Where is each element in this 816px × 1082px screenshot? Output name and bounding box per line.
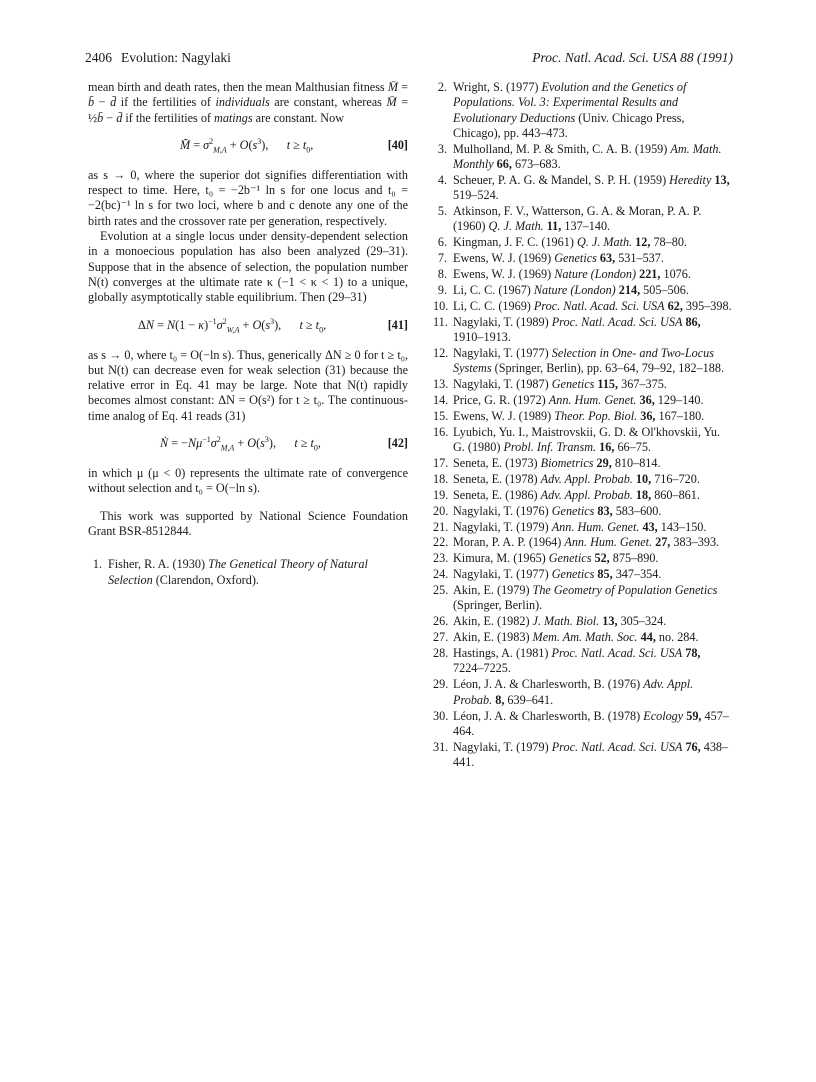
reference-pages: 167–180. — [658, 408, 705, 423]
reference-item — [433, 472, 733, 487]
reference-authors: Li, C. C. (1967) — [453, 283, 531, 298]
equation-42: Ṅ = $-N\mu^{-1}\sigma^2_{M,A} + O(s^3)$, $t \ge t_0$, [42] — [160, 434, 408, 453]
reference-volume: 52, — [594, 551, 610, 566]
reference-number: 6. — [437, 235, 447, 250]
reference-authors: Nagylaki, T. (1987) — [453, 377, 549, 392]
reference-authors: Nagylaki, T. (1989) — [453, 314, 549, 329]
reference-volume: 8, — [495, 692, 505, 707]
reference-authors: Nagylaki, T. (1979) — [453, 739, 549, 754]
reference-source: Adv. Appl. Probab. — [453, 677, 694, 707]
reference-volume: 43, — [642, 519, 658, 534]
reference-item — [433, 80, 733, 141]
reference-number: 20. — [433, 503, 449, 518]
reference-number: 25. — [433, 583, 449, 598]
reference-source: Genetics — [548, 551, 592, 566]
reference-item — [433, 315, 733, 346]
reference-number: 19. — [433, 487, 449, 502]
reference-volume: 36, — [639, 393, 655, 408]
reference-item — [433, 267, 733, 282]
reference-pages: (Springer, Berlin), pp. 63–64, 79–92, 182–188. — [494, 361, 725, 376]
equation-number: [41] — [387, 317, 408, 332]
equation-number: [40] — [387, 137, 408, 152]
reference-pages: 78–80. — [653, 235, 687, 250]
reference-pages: 129–140. — [657, 393, 704, 408]
reference-authors: Scheuer, P. A. G. & Mandel, S. P. H. (1959) — [453, 172, 667, 187]
reference-item — [433, 488, 733, 503]
page-number: 2406 — [85, 50, 112, 65]
reference-volume: 83, — [597, 503, 613, 518]
reference-authors: Moran, P. A. P. (1964) — [453, 535, 562, 550]
reference-volume: 214, — [618, 283, 641, 298]
reference-number: 24. — [433, 567, 449, 582]
reference-volume: 10, — [635, 471, 652, 486]
reference-number: 26. — [433, 614, 449, 629]
reference-source: Adv. Appl. Probab. — [540, 471, 633, 486]
reference-item — [433, 646, 733, 677]
paragraph-time-derivative: as s → 0, where the superior dot signifies differentiation with respect to time. Here, t₀ = −2b⁻¹ ln s for one locus and t₀ = −2(bc)⁻¹ ln s for two loci, where b and c denote any one of the birth rates and the crossover rate per generation, respectively. — [88, 167, 408, 228]
reference-number: 23. — [433, 551, 449, 566]
reference-number: 22. — [433, 535, 449, 550]
journal-citation: Proc. Natl. Acad. Sci. USA 88 (1991) — [532, 50, 733, 65]
reference-pages: 583–600. — [615, 503, 662, 518]
reference-item — [433, 535, 733, 550]
reference-source: Biometrics — [540, 456, 594, 471]
reference-volume: 76, — [685, 739, 701, 754]
reference-number: 3. — [437, 141, 447, 156]
reference-number: 30. — [433, 708, 449, 723]
reference-item — [433, 520, 733, 535]
reference-number: 7. — [437, 251, 447, 266]
reference-pages: no. 284. — [658, 630, 699, 645]
reference-source: Proc. Natl. Acad. Sci. USA — [551, 314, 683, 329]
reference-volume: 36, — [640, 408, 656, 423]
reference-source: Ecology — [643, 708, 684, 723]
equation-40: M̄̇ = $\sigma^2_{M,A} + O(s^3)$, $t \ge t_0$, [40] — [180, 136, 408, 155]
reference-number: 8. — [437, 267, 447, 282]
reference-source: Ann. Hum. Genet. — [564, 535, 653, 550]
reference-authors: Léon, J. A. & Charlesworth, B. (1976) — [453, 677, 641, 692]
reference-source: Proc. Natl. Acad. Sci. USA — [533, 298, 665, 313]
reference-number: 2. — [437, 80, 447, 94]
reference-volume: 85, — [597, 567, 613, 582]
reference-pages: 305–324. — [620, 614, 667, 629]
reference-item — [433, 346, 733, 377]
reference-item — [433, 740, 733, 771]
reference-number: 12. — [433, 345, 449, 360]
reference-pages: 505–506. — [643, 283, 689, 298]
reference-source: Genetics — [554, 251, 597, 266]
reference-pages: 1910–1913. — [453, 330, 511, 345]
reference-source: Genetics — [551, 567, 595, 582]
reference-source: Nature (London) — [554, 267, 637, 282]
reference-pages: 860–861. — [654, 487, 700, 502]
reference-pages: 367–375. — [621, 377, 667, 392]
reference-volume: 59, — [686, 708, 702, 723]
reference-item — [433, 283, 733, 298]
reference-source: Genetics — [551, 377, 595, 392]
reference-pages: 810–814. — [614, 456, 661, 471]
reference-authors: Ewens, W. J. (1989) — [453, 408, 552, 423]
reference-list-left — [88, 557, 408, 588]
reference-number: 9. — [437, 283, 447, 298]
reference-pages: 7224–7225. — [453, 661, 511, 676]
reference-item — [433, 504, 733, 519]
reference-item: 1. Fisher, R. A. (1930) The Genetical Theory of Natural Selection (Clarendon, Oxford). — [92, 557, 368, 587]
acknowledgment: This work was supported by National Science Foundation Grant BSR-8512844. — [88, 508, 408, 538]
reference-source: Nature (London) — [533, 283, 616, 298]
reference-pages: 673–683. — [514, 157, 561, 172]
reference-authors: Nagylaki, T. (1976) — [453, 503, 549, 518]
paragraph-density-dependent: Evolution at a single locus under density-dependent selection in a monoecious population has also been analyzed (29–31). Suppose that in the absence of selection, the population number N(t) converges at the ultimate rate κ (−1 < κ < 1) to a unique, globally asymptotically stable equilibrium. Then (29–31) — [88, 229, 408, 305]
reference-pages: 383–393. — [673, 535, 720, 550]
reference-number: 17. — [433, 456, 449, 471]
reference-item — [433, 204, 733, 235]
reference-source: Q. J. Math. — [488, 219, 544, 234]
reference-volume: 221, — [639, 267, 661, 282]
reference-pages: (Springer, Berlin). — [453, 598, 543, 613]
reference-authors: Léon, J. A. & Charlesworth, B. (1978) — [453, 708, 641, 723]
reference-item — [433, 630, 733, 645]
reference-number: 15. — [433, 408, 449, 423]
reference-source: Adv. Appl. Probab. — [540, 487, 633, 502]
reference-volume: 18, — [635, 487, 652, 502]
reference-number: 27. — [433, 630, 449, 645]
reference-source: Am. Math. Monthly — [453, 141, 722, 172]
reference-item — [433, 583, 733, 614]
reference-item — [433, 456, 733, 471]
reference-volume: 11, — [546, 219, 562, 234]
reference-number: 14. — [433, 393, 449, 408]
reference-item — [433, 142, 733, 173]
reference-number: 11. — [433, 314, 448, 329]
equation-number: [42] — [387, 436, 408, 451]
reference-source: Ann. Hum. Genet. — [548, 393, 637, 408]
reference-authors: Akin, E. (1982) — [453, 614, 530, 629]
reference-authors: Wright, S. (1977) — [453, 80, 539, 94]
reference-source: Selection in One- and Two-Locus Systems — [453, 345, 714, 376]
reference-pages: 66–75. — [617, 440, 651, 455]
reference-pages: 457–464. — [453, 708, 729, 738]
reference-authors: Kimura, M. (1965) — [453, 551, 546, 566]
page-header — [85, 50, 733, 68]
reference-number: 31. — [433, 739, 449, 754]
reference-volume: 86, — [685, 314, 701, 329]
reference-authors: Lyubich, Yu. I., Maistrovskii, G. D. & Ol'khovskii, Yu. G. (1980) — [453, 424, 721, 455]
reference-volume: 13, — [714, 172, 730, 187]
reference-volume: 115, — [597, 377, 619, 392]
reference-item — [433, 567, 733, 582]
reference-pages: 347–354. — [615, 567, 662, 582]
reference-number: 18. — [433, 471, 449, 486]
reference-volume: 44, — [640, 630, 656, 645]
reference-pages: 143–150. — [660, 519, 707, 534]
reference-pages: 395–398. — [685, 298, 732, 313]
reference-number: 5. — [437, 204, 447, 219]
reference-number: 21. — [433, 519, 449, 534]
reference-source: Q. J. Math. — [576, 235, 633, 250]
paragraph-population-number: as s → 0, where t₀ = O(−ln s). Thus, generically ΔN ≥ 0 for t ≥ t₀, but N(t) can decrease even for weak selection (31) because the relative error in Eq. 41 may be large. Note that N(t) rapidly becomes almost constant: ΔN = O(s²) for t ≥ t₀. The continuous-time analog of Eq. 41 reads (31) — [88, 347, 408, 423]
reference-item — [433, 709, 733, 740]
reference-item — [433, 377, 733, 392]
reference-item — [433, 299, 733, 314]
reference-authors: Nagylaki, T. (1977) — [453, 345, 549, 360]
reference-pages: 137–140. — [564, 219, 611, 234]
reference-pages: 639–641. — [507, 692, 554, 707]
reference-number: 13. — [433, 377, 449, 392]
reference-authors: Mulholland, M. P. & Smith, C. A. B. (1959) — [453, 141, 668, 156]
reference-number: 16. — [433, 424, 449, 439]
reference-pages: 716–720. — [654, 471, 700, 486]
reference-volume: 66, — [496, 157, 512, 172]
reference-item — [433, 235, 733, 250]
reference-pages: 875–890. — [612, 551, 659, 566]
running-title: Evolution: Nagylaki — [121, 50, 231, 65]
reference-pages: 1076. — [663, 267, 691, 282]
reference-volume: 63, — [599, 251, 616, 266]
reference-pages: 519–524. — [453, 188, 499, 203]
reference-authors: Hastings, A. (1981) — [453, 646, 549, 661]
reference-authors: Seneta, E. (1973) — [453, 456, 538, 471]
reference-authors: Ewens, W. J. (1969) — [453, 251, 552, 266]
reference-source: J. Math. Biol. — [532, 614, 600, 629]
reference-authors: Akin, E. (1983) — [453, 630, 530, 645]
reference-item — [433, 551, 733, 566]
reference-list-right — [433, 80, 733, 771]
reference-volume: 29, — [596, 456, 612, 471]
equation-41: $\Delta N = N(1 - \kappa)^{-1}\sigma^2_{W,A} + O(s^3)$, $t \ge t_0$, [41] — [138, 316, 408, 334]
reference-source: Theor. Pop. Biol. — [554, 408, 638, 423]
reference-volume: 62, — [667, 298, 683, 313]
reference-authors: Seneta, E. (1978) — [453, 471, 538, 486]
reference-authors: Kingman, J. F. C. (1961) — [453, 235, 574, 250]
reference-authors: Nagylaki, T. (1977) — [453, 567, 549, 582]
reference-source: Genetics — [551, 503, 595, 518]
reference-source: Mem. Am. Math. Soc. — [532, 630, 638, 645]
reference-authors: Price, G. R. (1972) — [453, 393, 546, 408]
reference-authors: Seneta, E. (1986) — [453, 487, 538, 502]
reference-item — [433, 409, 733, 424]
reference-item — [433, 173, 733, 204]
reference-pages: (Univ. Chicago Press, Chicago), pp. 443–473. — [453, 110, 685, 140]
left-column — [88, 80, 408, 588]
reference-source: Proc. Natl. Acad. Sci. USA — [551, 739, 683, 754]
reference-source: Probl. Inf. Transm. — [503, 440, 597, 455]
reference-authors: Akin, E. (1979) — [453, 583, 530, 598]
reference-authors: Nagylaki, T. (1979) — [453, 519, 549, 534]
reference-volume: 13, — [602, 614, 618, 629]
reference-volume: 12, — [635, 235, 651, 250]
reference-source: Heredity — [669, 172, 712, 187]
reference-number: 10. — [433, 298, 449, 313]
reference-source: Evolution and the Genetics of Populations. Vol. 3: Experimental Results and Evolutionary Deductions — [453, 80, 687, 125]
reference-source: Ann. Hum. Genet. — [551, 519, 640, 534]
paragraph-fitness: mean birth and death rates, then the mean Malthusian fitness M̄ = b̄ − d̄ if the fertilities of individuals are constant, whereas M̄ = ½b̄ − d̄ if the fertilities of matings are constant. Now — [88, 80, 409, 125]
reference-number: 28. — [433, 646, 449, 661]
reference-pages: 531–537. — [618, 251, 664, 266]
reference-authors: Li, C. C. (1969) — [453, 298, 531, 313]
reference-item — [433, 677, 733, 708]
reference-item — [433, 425, 733, 456]
reference-volume: 16, — [599, 440, 615, 455]
reference-source: Proc. Natl. Acad. Sci. USA — [551, 646, 683, 661]
paragraph-convergence: in which μ (μ < 0) represents the ultimate rate of convergence without selection and t₀ = O(−ln s). — [88, 466, 408, 496]
reference-source: The Geometry of Population Genetics — [532, 583, 718, 598]
reference-item — [433, 614, 733, 629]
reference-number: 4. — [437, 172, 447, 187]
reference-number: 29. — [433, 677, 449, 692]
reference-volume: 78, — [685, 646, 701, 661]
reference-item — [433, 251, 733, 266]
reference-authors: Atkinson, F. V., Watterson, G. A. & Moran, P. A. P. (1960) — [453, 204, 702, 234]
reference-pages: 438–441. — [453, 739, 729, 769]
reference-item — [433, 393, 733, 408]
reference-volume: 27, — [655, 535, 671, 550]
reference-authors: Ewens, W. J. (1969) — [453, 267, 552, 282]
